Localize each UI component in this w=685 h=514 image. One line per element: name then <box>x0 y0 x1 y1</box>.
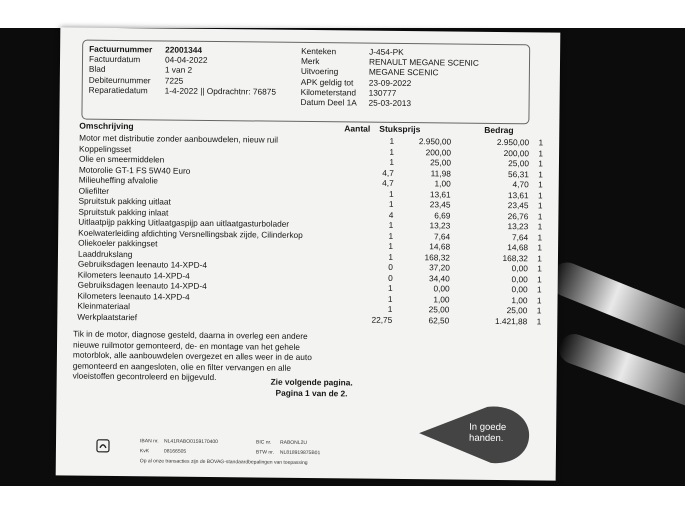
logo-line-2: handen. <box>469 432 504 445</box>
btw-label: BTW nr. <box>255 449 275 456</box>
line-unit-price: 25,00 <box>430 157 452 168</box>
column-header-quantity: Aantal <box>344 123 371 134</box>
line-vat-code: 1 <box>538 137 544 148</box>
mileage-label: Kilometerstand <box>300 86 357 98</box>
line-quantity: 0 <box>388 272 393 283</box>
note-line: nieuwe ruilmotor gemonteerd, de- en montage van het gehele <box>72 339 301 352</box>
line-description: Koppelingsset <box>79 143 132 154</box>
in-goede-handen-logo <box>411 403 532 466</box>
repair-date: 1-4-2022 || Opdrachtnr: 76875 <box>164 85 277 97</box>
column-header-description: Omschrijving <box>79 120 134 132</box>
light-reflection <box>555 330 685 416</box>
invoice-paper <box>56 27 561 480</box>
line-quantity: 1 <box>388 198 394 209</box>
sheet-value: 1 van 2 <box>164 64 193 76</box>
model: MEGANE SCENIC <box>368 67 439 78</box>
line-description: Motor met distributie zonder aanbouwdelen, nieuw ruil <box>79 132 279 145</box>
line-amount: 13,23 <box>507 221 529 232</box>
line-quantity: 22,75 <box>371 314 393 325</box>
line-vat-code: 1 <box>536 315 542 326</box>
invoice-lines <box>77 133 549 327</box>
line-amount: 200,00 <box>503 147 530 158</box>
line-amount: 2.950,00 <box>496 136 530 148</box>
line-description: Gebruiksdagen leenauto 14-XPD-4 <box>77 279 207 291</box>
line-amount: 13,61 <box>507 189 529 200</box>
line-unit-price: 1,00 <box>433 293 450 304</box>
line-vat-code: 1 <box>536 284 542 295</box>
apk-label: APK geldig tot <box>300 76 354 88</box>
line-unit-price: 34,40 <box>428 272 450 283</box>
note-line: Tik in de motor, diagnose gesteld, daarna in overleg een andere <box>73 328 308 342</box>
brand-label: Merk <box>300 56 320 67</box>
bic-label: BIC nr. <box>255 439 272 446</box>
note-line: gemonteerd en aangesloten, olie en filter vervangen en alle <box>72 360 292 373</box>
apk-date: 23-09-2022 <box>368 77 412 88</box>
repair-date-label: Reparatiedatum <box>88 84 148 96</box>
logo-line-1: In goede <box>469 421 507 434</box>
bovag-badge-icon <box>96 439 110 453</box>
line-vat-code: 1 <box>537 200 543 211</box>
mileage: 130777 <box>368 87 397 98</box>
line-amount: 0,00 <box>511 273 528 284</box>
line-vat-code: 1 <box>537 221 543 232</box>
line-unit-price: 1,00 <box>434 178 451 189</box>
bic-value: RABONL2U <box>279 439 308 446</box>
invoice-date-label: Factuurdatum <box>88 53 141 65</box>
invoice-date: 04-04-2022 <box>164 54 208 66</box>
license-plate-label: Kenteken <box>301 45 337 57</box>
line-quantity: 1 <box>388 188 394 199</box>
line-vat-code: 1 <box>536 294 542 305</box>
line-vat-code: 1 <box>537 210 543 221</box>
see-next-page: Zie volgende pagina. <box>270 376 353 388</box>
kvk-value: 08166505 <box>163 448 187 455</box>
line-unit-price: 13,23 <box>429 220 451 231</box>
line-amount: 25,00 <box>508 158 530 169</box>
line-amount: 56,31 <box>508 168 529 179</box>
logo-text <box>469 422 506 444</box>
header-right <box>300 45 479 109</box>
line-description: Spruitstuk pakking inlaat <box>78 206 169 218</box>
brand: RENAULT MEGANE SCENIC <box>368 56 479 68</box>
line-description: Laaddrukslang <box>77 248 133 259</box>
line-unit-price: 7,64 <box>433 230 451 241</box>
line-vat-code: 1 <box>537 263 542 274</box>
line-vat-code: 1 <box>536 305 542 316</box>
line-description: Motorolie GT-1 FS 5W40 Euro <box>78 164 191 176</box>
line-unit-price: 62,50 <box>428 314 450 325</box>
line-unit-price: 11,98 <box>430 167 451 178</box>
line-amount: 168,32 <box>502 252 529 263</box>
line-description: Spruitstuk pakking uitlaat <box>78 195 171 207</box>
line-quantity: 1 <box>388 240 394 251</box>
line-quantity: 4,7 <box>382 177 394 188</box>
invoice-number-label: Factuurnummer <box>89 43 153 55</box>
note-line: vloeistoffen gecontroleerd en bijgevuld. <box>72 370 217 383</box>
line-quantity: 1 <box>388 251 394 262</box>
line-amount: 1.421,88 <box>494 315 528 326</box>
debtor-number-label: Debiteurnummer <box>88 74 151 85</box>
line-description: Gebruiksdagen leenauto 14-XPD-4 <box>77 258 208 270</box>
line-description: Kleinmateriaal <box>77 300 131 312</box>
line-amount: 14,68 <box>507 242 529 253</box>
line-description: Kilometers leenauto 14-XPD-4 <box>77 269 190 281</box>
line-description: Uitlaatpijp pakking Uitlaatgaspijp aan uitlaatgasturbolader <box>78 216 290 229</box>
line-unit-price: 168,32 <box>424 251 451 262</box>
header-left <box>88 43 277 97</box>
license-plate: J-454-PK <box>369 46 404 57</box>
note-line: motorblok, alle aanbouwdelen overgezet en alles weer in de auto <box>72 349 312 363</box>
line-vat-code: 1 <box>537 242 543 253</box>
line-vat-code: 1 <box>537 273 542 284</box>
line-quantity: 1 <box>387 303 393 314</box>
kvk-label: KvK <box>139 448 150 455</box>
line-quantity: 1 <box>388 230 394 241</box>
line-vat-code: 1 <box>538 168 543 179</box>
line-quantity: 4 <box>388 209 394 220</box>
line-vat-code: 1 <box>537 252 543 263</box>
line-vat-code: 1 <box>537 189 543 200</box>
line-vat-code: 1 <box>538 179 543 190</box>
registration-date: 25-03-2013 <box>368 97 412 109</box>
line-description: Koelwaterleiding afdichting Versnellingsbak zijde, Cilinderkop <box>78 227 303 240</box>
iban-value: NL41RABO0159170400 <box>163 438 218 446</box>
line-unit-price: 6,69 <box>434 209 451 220</box>
line-amount: 23,45 <box>507 200 529 211</box>
line-amount: 0,00 <box>511 263 528 274</box>
invoice-number: 22001344 <box>165 44 203 55</box>
line-amount: 4,70 <box>512 179 529 190</box>
invoice-header-box <box>81 40 530 125</box>
line-quantity: 1 <box>389 146 395 157</box>
line-description: Olie en smeermiddelen <box>78 153 165 165</box>
line-vat-code: 1 <box>538 158 544 169</box>
model-label: Uitvoering <box>300 66 339 77</box>
line-unit-price: 200,00 <box>425 146 452 157</box>
line-unit-price: 0,00 <box>433 283 450 294</box>
line-quantity: 1 <box>389 135 395 146</box>
line-description: Oliekoeler pakkingset <box>78 237 158 249</box>
column-header-unit-price: Stuksprijs <box>379 123 421 135</box>
continuation-note <box>226 376 396 399</box>
line-unit-price: 13,61 <box>429 188 451 199</box>
line-amount: 25,00 <box>506 305 528 316</box>
line-quantity: 1 <box>387 293 393 304</box>
sheet-label: Blad <box>88 64 106 75</box>
line-unit-price: 37,20 <box>429 262 450 273</box>
line-vat-code: 1 <box>538 147 544 158</box>
terms-text: Op al onze transacties zijn de BOVAG-standaardbepalingen van toepassing <box>139 458 308 467</box>
line-quantity: 1 <box>387 282 393 293</box>
registration-date-label: Datum Deel 1A <box>300 96 357 108</box>
line-unit-price: 14,68 <box>429 241 451 252</box>
line-description: Werkplaatstarief <box>77 311 138 322</box>
column-header-amount: Bedrag <box>484 124 514 136</box>
line-vat-code: 1 <box>537 231 543 242</box>
line-amount: 7,64 <box>511 231 529 242</box>
line-quantity: 0 <box>388 261 393 272</box>
btw-value: NL818919875B01 <box>279 449 321 457</box>
debtor-number: 7225 <box>164 75 184 86</box>
line-description: Milieuheffing afvalolie <box>78 174 159 186</box>
line-amount: 1,00 <box>511 294 528 305</box>
line-amount: 0,00 <box>511 284 528 295</box>
line-description: Oliefilter <box>78 185 110 196</box>
page-indicator: Pagina 1 van de 2. <box>275 387 348 398</box>
line-amount: 26,76 <box>507 210 529 221</box>
line-quantity: 1 <box>389 156 395 167</box>
line-unit-price: 25,00 <box>428 304 450 315</box>
line-unit-price: 23,45 <box>429 199 451 210</box>
line-description: Kilometers leenauto 14-XPD-4 <box>77 290 190 302</box>
line-quantity: 4,7 <box>382 167 394 178</box>
iban-label: IBAN nr. <box>139 438 159 445</box>
line-quantity: 1 <box>388 219 394 230</box>
line-unit-price: 2.950,00 <box>418 136 452 147</box>
